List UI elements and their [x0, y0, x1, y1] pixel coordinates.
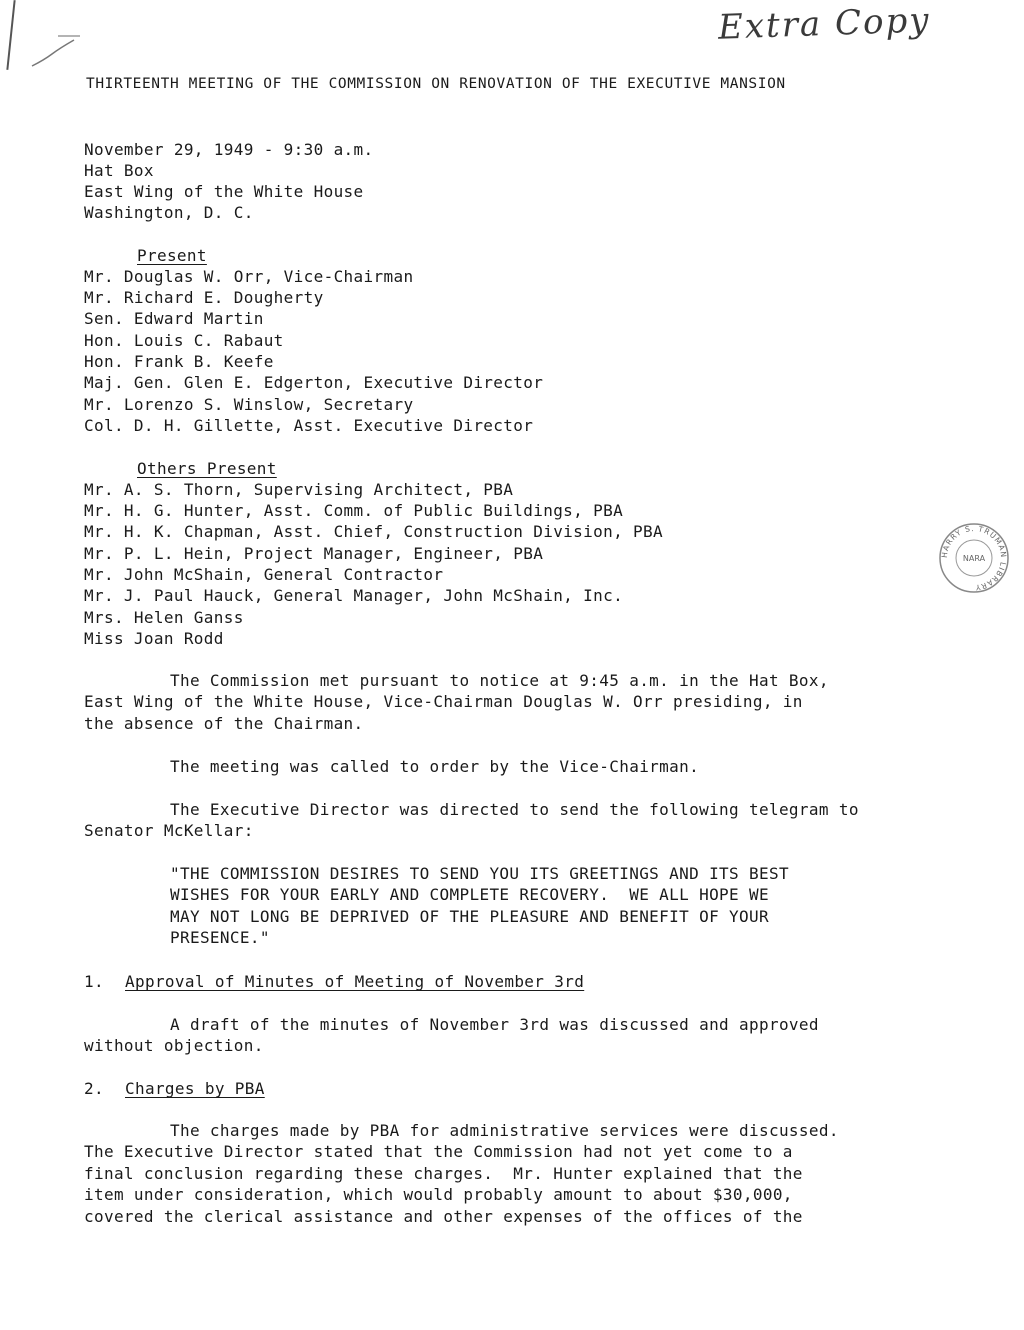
attendee: Maj. Gen. Glen E. Edgerton, Executive Director — [84, 373, 544, 392]
attendee: Mr. Lorenzo S. Winslow, Secretary — [84, 395, 414, 414]
others-present-heading: Others Present — [137, 459, 277, 478]
attendee: Hon. Frank B. Keefe — [84, 352, 274, 371]
paragraph-line: final conclusion regarding these charges. Mr. Hunter explained that the — [84, 1164, 803, 1183]
paragraph-line: covered the clerical assistance and other expenses of the offices of the — [84, 1207, 803, 1226]
telegram-line: "THE COMMISSION DESIRES TO SEND YOU ITS GREETINGS AND ITS BEST — [170, 864, 789, 883]
handwritten-annotation: Extra Copy — [717, 0, 932, 48]
meeting-datetime: November 29, 1949 - 9:30 a.m. — [84, 140, 374, 159]
attendee: Col. D. H. Gillette, Asst. Executive Director — [84, 416, 534, 435]
section-heading: Charges by PBA — [125, 1079, 265, 1098]
meeting-location-line: Washington, D. C. — [84, 203, 254, 222]
paragraph-line: The meeting was called to order by the Vice-Chairman. — [170, 757, 700, 776]
section-number: 2. — [84, 1079, 104, 1098]
attendee: Mrs. Helen Ganss — [84, 608, 244, 627]
paragraph-line: A draft of the minutes of November 3rd was discussed and approved — [170, 1015, 819, 1034]
stamp-ring-text: HARRY S. TRUMAN LIBRARY — [939, 523, 1009, 593]
pencil-scribble — [30, 30, 90, 70]
library-stamp — [938, 522, 1010, 594]
attendee: Mr. Richard E. Dougherty — [84, 288, 324, 307]
present-heading: Present — [137, 246, 207, 265]
attendee: Mr. H. K. Chapman, Asst. Chief, Construction Division, PBA — [84, 522, 664, 541]
meeting-location-line: East Wing of the White House — [84, 182, 364, 201]
paragraph-line: East Wing of the White House, Vice-Chairman Douglas W. Orr presiding, in — [84, 692, 803, 711]
paragraph-line: The Executive Director was directed to send the following telegram to — [170, 800, 859, 819]
margin-mark — [6, 0, 15, 70]
paragraph-line: The charges made by PBA for administrative services were discussed. — [170, 1121, 839, 1140]
attendee: Mr. P. L. Hein, Project Manager, Engineer, PBA — [84, 544, 544, 563]
attendee: Mr. H. G. Hunter, Asst. Comm. of Public Buildings, PBA — [84, 501, 624, 520]
attendee: Sen. Edward Martin — [84, 309, 264, 328]
paragraph-line: without objection. — [84, 1036, 264, 1055]
paragraph-line: The Commission met pursuant to notice at 9:45 a.m. in the Hat Box, — [170, 671, 829, 690]
attendee: Mr. Douglas W. Orr, Vice-Chairman — [84, 267, 414, 286]
stamp-center-text: NARA — [962, 554, 986, 563]
telegram-line: WISHES FOR YOUR EARLY AND COMPLETE RECOVERY. WE ALL HOPE WE — [170, 885, 769, 904]
paragraph-line: The Executive Director stated that the Commission had not yet come to a — [84, 1142, 793, 1161]
section-number: 1. — [84, 972, 104, 991]
paragraph-line: the absence of the Chairman. — [84, 714, 364, 733]
attendee: Miss Joan Rodd — [84, 629, 224, 648]
paragraph-line: Senator McKellar: — [84, 821, 254, 840]
telegram-line: MAY NOT LONG BE DEPRIVED OF THE PLEASURE AND BENEFIT OF YOUR — [170, 907, 769, 926]
meeting-location-line: Hat Box — [84, 161, 154, 180]
section-heading: Approval of Minutes of Meeting of November 3rd — [125, 972, 585, 991]
document-title: THIRTEENTH MEETING OF THE COMMISSION ON RENOVATION OF THE EXECUTIVE MANSION — [86, 76, 786, 92]
telegram-line: PRESENCE." — [170, 928, 270, 947]
attendee: Mr. John McShain, General Contractor — [84, 565, 444, 584]
attendee: Mr. J. Paul Hauck, General Manager, John McShain, Inc. — [84, 586, 624, 605]
attendee: Hon. Louis C. Rabaut — [84, 331, 284, 350]
attendee: Mr. A. S. Thorn, Supervising Architect, PBA — [84, 480, 514, 499]
paragraph-line: item under consideration, which would probably amount to about $30,000, — [84, 1185, 793, 1204]
